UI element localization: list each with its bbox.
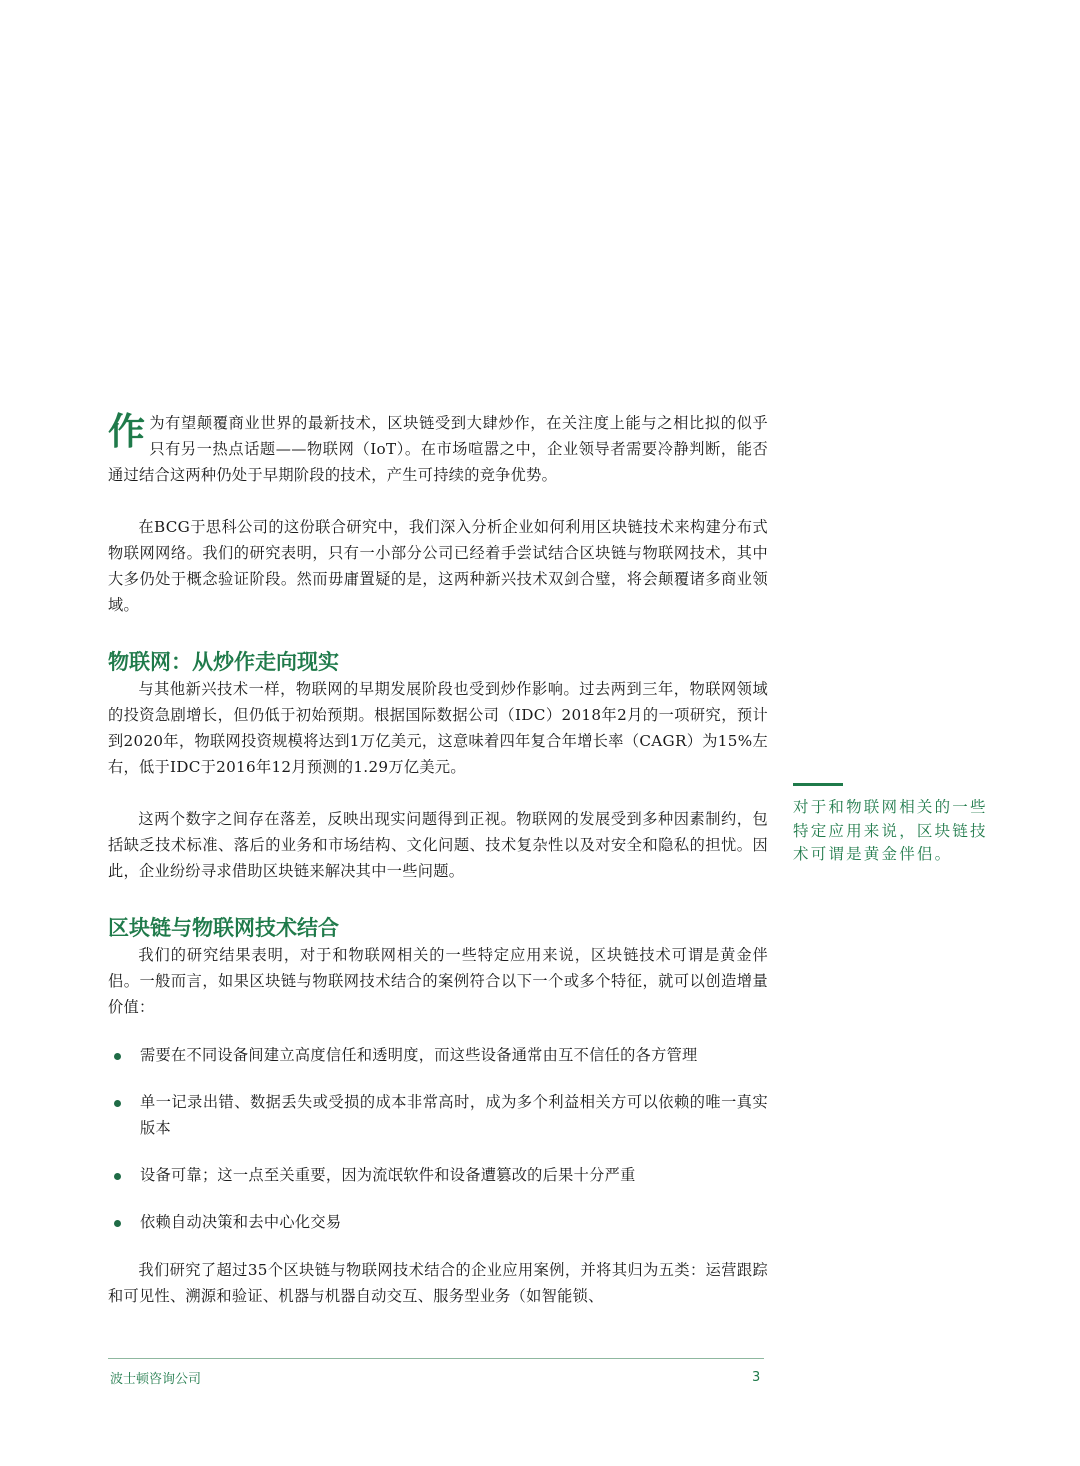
footer-divider — [108, 1358, 764, 1359]
section-heading-iot: 物联网：从炒作走向现实 — [108, 649, 339, 674]
paragraph-2: 在BCG于思科公司的这份联合研究中，我们深入分析企业如何利用区块链技术来构建分布式物联网网络。我们的研究表明，只有一小部分公司已经着手尝试结合区块链与物联网技术，其中大多仍处于概念验证阶段。然而毋庸置疑的是，这两种新兴技术双剑合璧，将会颠覆诸多商业领域。 — [108, 518, 768, 614]
list-item: 单一记录出错、数据丢失或受损的成本非常高时，成为多个利益相关方可以依赖的唯一真实版本 — [108, 1089, 768, 1141]
bullet-dot — [114, 1220, 121, 1227]
dropcap: 作 — [108, 410, 146, 453]
bullet-dot — [114, 1173, 121, 1180]
bullet-dot — [114, 1053, 121, 1060]
pull-quote — [793, 783, 993, 867]
pull-quote-text: 对于和物联网相关的一些特定应用来说，区块链技术可谓是黄金伴侣。 — [793, 798, 988, 863]
list-item: 依赖自动决策和去中心化交易 — [108, 1209, 768, 1235]
footer-publisher: 波士顿咨询公司 — [110, 1372, 202, 1387]
intro-paragraph — [108, 410, 768, 488]
bullet-dot — [114, 1100, 121, 1107]
article-body — [108, 410, 768, 1309]
section1-paragraph-1: 与其他新兴技术一样，物联网的早期发展阶段也受到炒作影响。过去两到三年，物联网领域的投资急剧增长，但仍低于初始预期。根据国际数据公司（IDC）2018年2月的一项研究，预计到2020年，物联网投资规模将达到1万亿美元，这意味着四年复合年增长率（CAGR）为15%左右，低于IDC于2016年12月预测的1.29万亿美元。 — [108, 680, 768, 776]
section-heading-blockchain-iot: 区块链与物联网技术结合 — [108, 915, 339, 940]
section1-paragraph-2: 这两个数字之间存在落差，反映出现实问题得到正视。物联网的发展受到多种因素制约，包括缺乏技术标准、落后的业务和市场结构、文化问题、技术复杂性以及对安全和隐私的担忧。因此，企业纷纷寻求借助区块链来解决其中一些问题。 — [108, 810, 768, 880]
feature-list — [108, 1042, 768, 1235]
pull-quote-rule — [793, 783, 843, 786]
intro-text: 为有望颠覆商业世界的最新技术，区块链受到大肆炒作，在关注度上能与之相比拟的似乎只有另一热点话题——物联网（IoT）。在市场喧嚣之中，企业领导者需要冷静判断，能否通过结合这两种仍处于早期阶段的技术，产生可持续的竞争优势。 — [108, 414, 768, 484]
list-item: 设备可靠；这一点至关重要，因为流氓软件和设备遭篡改的后果十分严重 — [108, 1162, 768, 1188]
list-item: 需要在不同设备间建立高度信任和透明度，而这些设备通常由互不信任的各方管理 — [108, 1042, 768, 1068]
page-number: 3 — [752, 1370, 761, 1385]
section2-paragraph-2: 我们研究了超过35个区块链与物联网技术结合的企业应用案例，并将其归为五类：运营跟踪和可见性、溯源和验证、机器与机器自动交互、服务型业务（如智能锁、 — [108, 1261, 768, 1305]
section2-paragraph-1: 我们的研究结果表明，对于和物联网相关的一些特定应用来说，区块链技术可谓是黄金伴侣。一般而言，如果区块链与物联网技术结合的案例符合以下一个或多个特征，就可以创造增量价值： — [108, 946, 768, 1016]
